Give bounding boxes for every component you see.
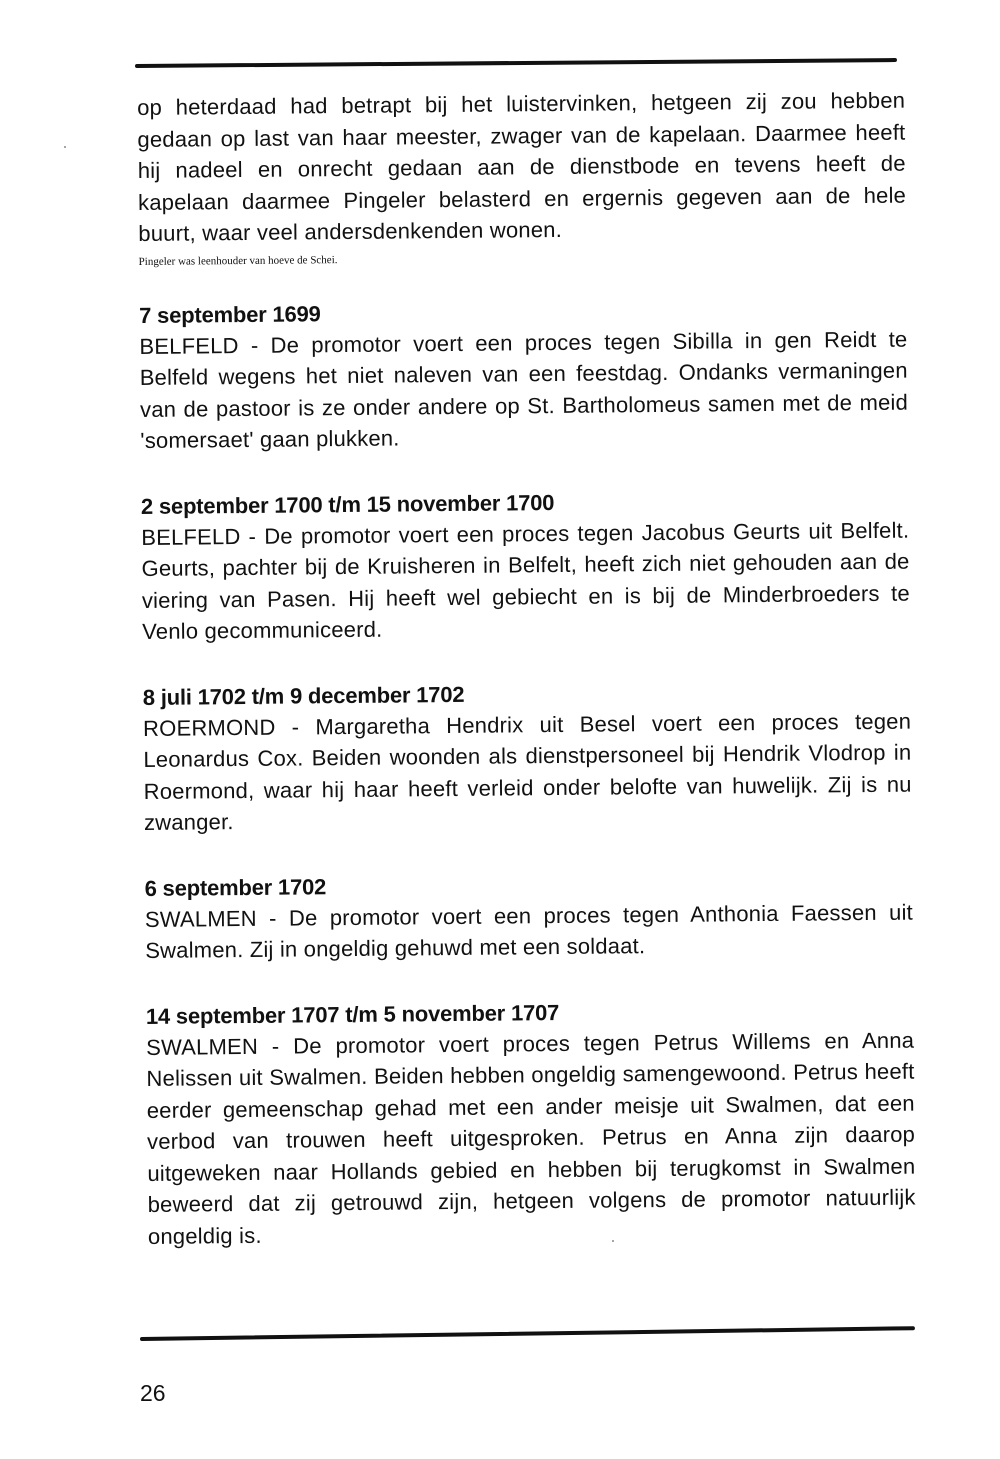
entry-place: SWALMEN bbox=[146, 1033, 259, 1060]
top-rule bbox=[135, 58, 897, 68]
entry-text: - De promotor voert een proces tegen Anthonia Faessen uit Swalmen. Zij in ongeldig gehuwd met een soldaat. bbox=[145, 899, 914, 963]
entry-text: - Margaretha Hendrix uit Besel voert een proces tegen Leonardus Cox. Beiden woonden als dienstpersoneel bij Hendrik Vlodrop in Roermond, waar hij haar heeft verleid onder belofte van huwelijk. Zij is nu zwanger. bbox=[143, 708, 912, 835]
entry-body bbox=[143, 705, 912, 838]
entry bbox=[146, 993, 916, 1252]
entry-body bbox=[139, 323, 908, 456]
bottom-rule bbox=[140, 1326, 915, 1341]
entry-text: - De promotor voert proces tegen Petrus Willems en Anna Nelissen uit Swalmen. Beiden hebben ongeldig samengewoond. Petrus heeft eerder gemeenschap gehad met een ander meisje uit Swalmen, dat een verbod van trouwen heeft uitgesproken. Petrus en Anna zijn daarop uitgeweken naar Hollands gebied en hebben bij terugkomst in Swalmen beweerd dat zij getrouwd zijn, hetgeen volgens de promotor natuurlijk ongeldig is. bbox=[146, 1027, 916, 1249]
entry-place: SWALMEN bbox=[144, 905, 257, 932]
entry bbox=[143, 674, 912, 838]
entry-text: - De promotor voert een proces tegen Jacobus Geurts uit Belfelt. Geurts, pachter bij de Kruisheren in Belfelt, heeft zich niet gehouden aan de viering van Pasen. Hij heeft wel gebiecht en is bij de Minderbroeders te Venlo gecommuniceerd. bbox=[141, 517, 910, 644]
entry-body bbox=[141, 514, 910, 647]
entry-place: ROERMOND bbox=[142, 714, 276, 741]
entry-place: BELFELD bbox=[141, 523, 241, 550]
scan-speck bbox=[612, 1240, 614, 1242]
page-number: 26 bbox=[140, 1380, 166, 1406]
entry bbox=[139, 292, 908, 456]
entry-date: 8 juli 1702 t/m 9 december 1702 bbox=[142, 681, 465, 710]
entry bbox=[141, 483, 910, 647]
entry-place: BELFELD bbox=[139, 332, 239, 359]
entry-text: - De promotor voert een proces tegen Sibilla in gen Reidt te Belfeld wegens het niet naleven van een feestdag. Ondanks vermaningen van de pastoor is ze onder andere op St. Bartholomeus samen met de meid 'somersaet' gaan plukken. bbox=[139, 326, 909, 453]
scan-speck bbox=[64, 146, 66, 148]
continued-paragraph: op heterdaad had betrapt bij het luistervinken, hetgeen zij zou hebben gedaan op last van haar meester, zwager van de kapelaan. Daarmee heeft hij nadeel en onrecht gedaan aan de dienstbode en tevens heeft de kapelaan daarmee Pingeler belasterd en ergernis gegeven aan de hele buurt, waar veel andersdenkenden wonen. bbox=[137, 87, 907, 246]
page-content bbox=[137, 85, 916, 1252]
entry-date: 6 september 1702 bbox=[144, 873, 327, 901]
entry-date: 7 september 1699 bbox=[139, 300, 321, 328]
footnote: Pingeler was leenhouder van hoeve de Schei. bbox=[138, 253, 338, 268]
entry-date: 14 september 1707 t/m 5 november 1707 bbox=[145, 999, 560, 1029]
entry-body bbox=[146, 1024, 916, 1252]
entry-body bbox=[145, 896, 914, 966]
entry bbox=[144, 865, 913, 966]
entry-date: 2 september 1700 t/m 15 november 1700 bbox=[140, 489, 555, 519]
